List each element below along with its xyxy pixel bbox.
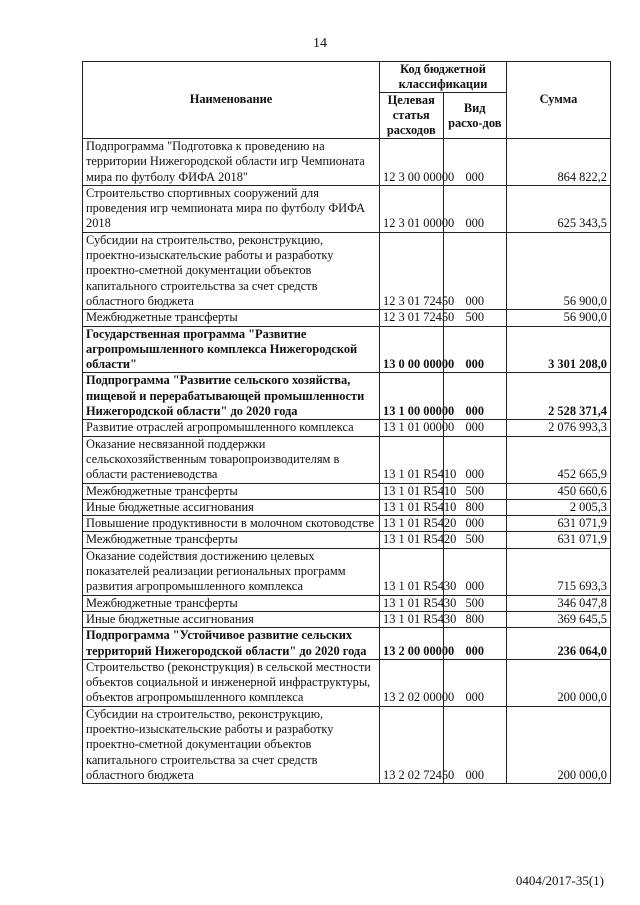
table-body: [83, 139, 611, 784]
row-target: 13 1 01 R5410: [380, 499, 444, 515]
header-code-group: Код бюджетной классификации: [380, 62, 507, 93]
row-kind: 000: [443, 659, 507, 706]
row-name: Подпрограмма "Развитие сельского хозяйства, пищевой и перерабатывающей промышленности Нижегородской области" до 2020 года: [83, 373, 380, 420]
table-row: [83, 499, 611, 515]
row-target: 12 3 01 72450: [380, 232, 444, 309]
row-sum: 3 301 208,0: [507, 326, 611, 373]
row-kind: 500: [443, 532, 507, 548]
row-sum: 200 000,0: [507, 659, 611, 706]
table-row: [83, 436, 611, 483]
table-row: [83, 373, 611, 420]
row-kind: 000: [443, 516, 507, 532]
table-row: [83, 659, 611, 706]
table-row: [83, 532, 611, 548]
row-name: Оказание несвязанной поддержки сельскохозяйственным товаропроизводителям в области растениеводства: [83, 436, 380, 483]
row-name: Иные бюджетные ассигнования: [83, 611, 380, 627]
row-kind: 000: [443, 548, 507, 595]
row-sum: 631 071,9: [507, 532, 611, 548]
header-name: Наименование: [83, 62, 380, 139]
row-sum: 2 076 993,3: [507, 420, 611, 436]
row-sum: 346 047,8: [507, 595, 611, 611]
row-target: 13 1 01 R5430: [380, 595, 444, 611]
row-name: Подпрограмма "Подготовка к проведению на территории Нижегородской области игр Чемпионата мира по футболу ФИФА 2018": [83, 139, 380, 186]
table-row: [83, 628, 611, 660]
row-target: 13 1 01 R5420: [380, 532, 444, 548]
table-row: [83, 548, 611, 595]
row-kind: 500: [443, 595, 507, 611]
row-kind: 000: [443, 628, 507, 660]
row-target: 13 1 01 R5430: [380, 611, 444, 627]
row-target: 13 1 01 R5410: [380, 483, 444, 499]
row-name: Межбюджетные трансферты: [83, 532, 380, 548]
row-kind: 000: [443, 373, 507, 420]
row-kind: 000: [443, 326, 507, 373]
header-target: Целевая статья расходов: [380, 93, 444, 139]
row-kind: 000: [443, 420, 507, 436]
row-target: 13 0 00 00000: [380, 326, 444, 373]
row-target: 13 1 00 00000: [380, 373, 444, 420]
row-sum: 452 665,9: [507, 436, 611, 483]
budget-table: [82, 61, 611, 784]
row-name: Повышение продуктивности в молочном скотоводстве: [83, 516, 380, 532]
page-number: 14: [313, 36, 327, 51]
table-row: [83, 310, 611, 326]
table-row: [83, 595, 611, 611]
table-row: [83, 611, 611, 627]
table-row: [83, 706, 611, 783]
table-row: [83, 420, 611, 436]
row-sum: 236 064,0: [507, 628, 611, 660]
table-header: [83, 62, 611, 139]
row-sum: 56 900,0: [507, 310, 611, 326]
row-name: Субсидии на строительство, реконструкцию, проектно-изыскательские работы и разработку проектно-сметной документации объектов капитального строительства за счет средств областного бюджета: [83, 232, 380, 309]
row-target: 13 1 01 00000: [380, 420, 444, 436]
row-name: Оказание содействия достижению целевых показателей реализации региональных программ развития агропромышленного комплекса: [83, 548, 380, 595]
row-target: 13 2 02 00000: [380, 659, 444, 706]
row-kind: 500: [443, 310, 507, 326]
row-kind: 500: [443, 483, 507, 499]
row-name: Субсидии на строительство, реконструкцию, проектно-изыскательские работы и разработку проектно-сметной документации объектов капитального строительства за счет средств областного бюджета: [83, 706, 380, 783]
table-row: [83, 483, 611, 499]
row-sum: 200 000,0: [507, 706, 611, 783]
row-sum: 2 528 371,4: [507, 373, 611, 420]
row-kind: 800: [443, 611, 507, 627]
row-name: Иные бюджетные ассигнования: [83, 499, 380, 515]
row-name: Межбюджетные трансферты: [83, 483, 380, 499]
row-target: 13 1 01 R5410: [380, 436, 444, 483]
table-row: [83, 232, 611, 309]
row-kind: 000: [443, 232, 507, 309]
row-kind: 000: [443, 706, 507, 783]
row-sum: 369 645,5: [507, 611, 611, 627]
row-name: Межбюджетные трансферты: [83, 310, 380, 326]
document-number: 0404/2017-35(1): [515, 873, 604, 888]
row-name: Межбюджетные трансферты: [83, 595, 380, 611]
row-name: Развитие отраслей агропромышленного комплекса: [83, 420, 380, 436]
row-kind: 000: [443, 139, 507, 186]
row-kind: 800: [443, 499, 507, 515]
row-sum: 450 660,6: [507, 483, 611, 499]
row-sum: 2 005,3: [507, 499, 611, 515]
row-target: 12 3 01 72450: [380, 310, 444, 326]
row-name: Государственная программа "Развитие агропромышленного комплекса Нижегородской области": [83, 326, 380, 373]
row-target: 13 2 02 72450: [380, 706, 444, 783]
row-sum: 625 343,5: [507, 185, 611, 232]
row-target: 12 3 01 00000: [380, 185, 444, 232]
row-sum: 56 900,0: [507, 232, 611, 309]
row-kind: 000: [443, 185, 507, 232]
row-name: Строительство спортивных сооружений для проведения игр чемпионата мира по футболу ФИФА 2018: [83, 185, 380, 232]
header-kind: Вид расхо-дов: [443, 93, 507, 139]
row-sum: 715 693,3: [507, 548, 611, 595]
table-row: [83, 185, 611, 232]
table-row: [83, 326, 611, 373]
table-row: [83, 139, 611, 186]
row-target: 13 1 01 R5430: [380, 548, 444, 595]
row-name: Подпрограмма "Устойчивое развитие сельских территорий Нижегородской области" до 2020 года: [83, 628, 380, 660]
table-row: [83, 516, 611, 532]
row-name: Строительство (реконструкция) в сельской местности объектов социальной и инженерной инфраструктуры, объектов агропромышленного комплекса: [83, 659, 380, 706]
row-sum: 864 822,2: [507, 139, 611, 186]
row-target: 12 3 00 00000: [380, 139, 444, 186]
row-sum: 631 071,9: [507, 516, 611, 532]
row-target: 13 1 01 R5420: [380, 516, 444, 532]
header-sum: Сумма: [507, 62, 611, 139]
row-kind: 000: [443, 436, 507, 483]
row-target: 13 2 00 00000: [380, 628, 444, 660]
